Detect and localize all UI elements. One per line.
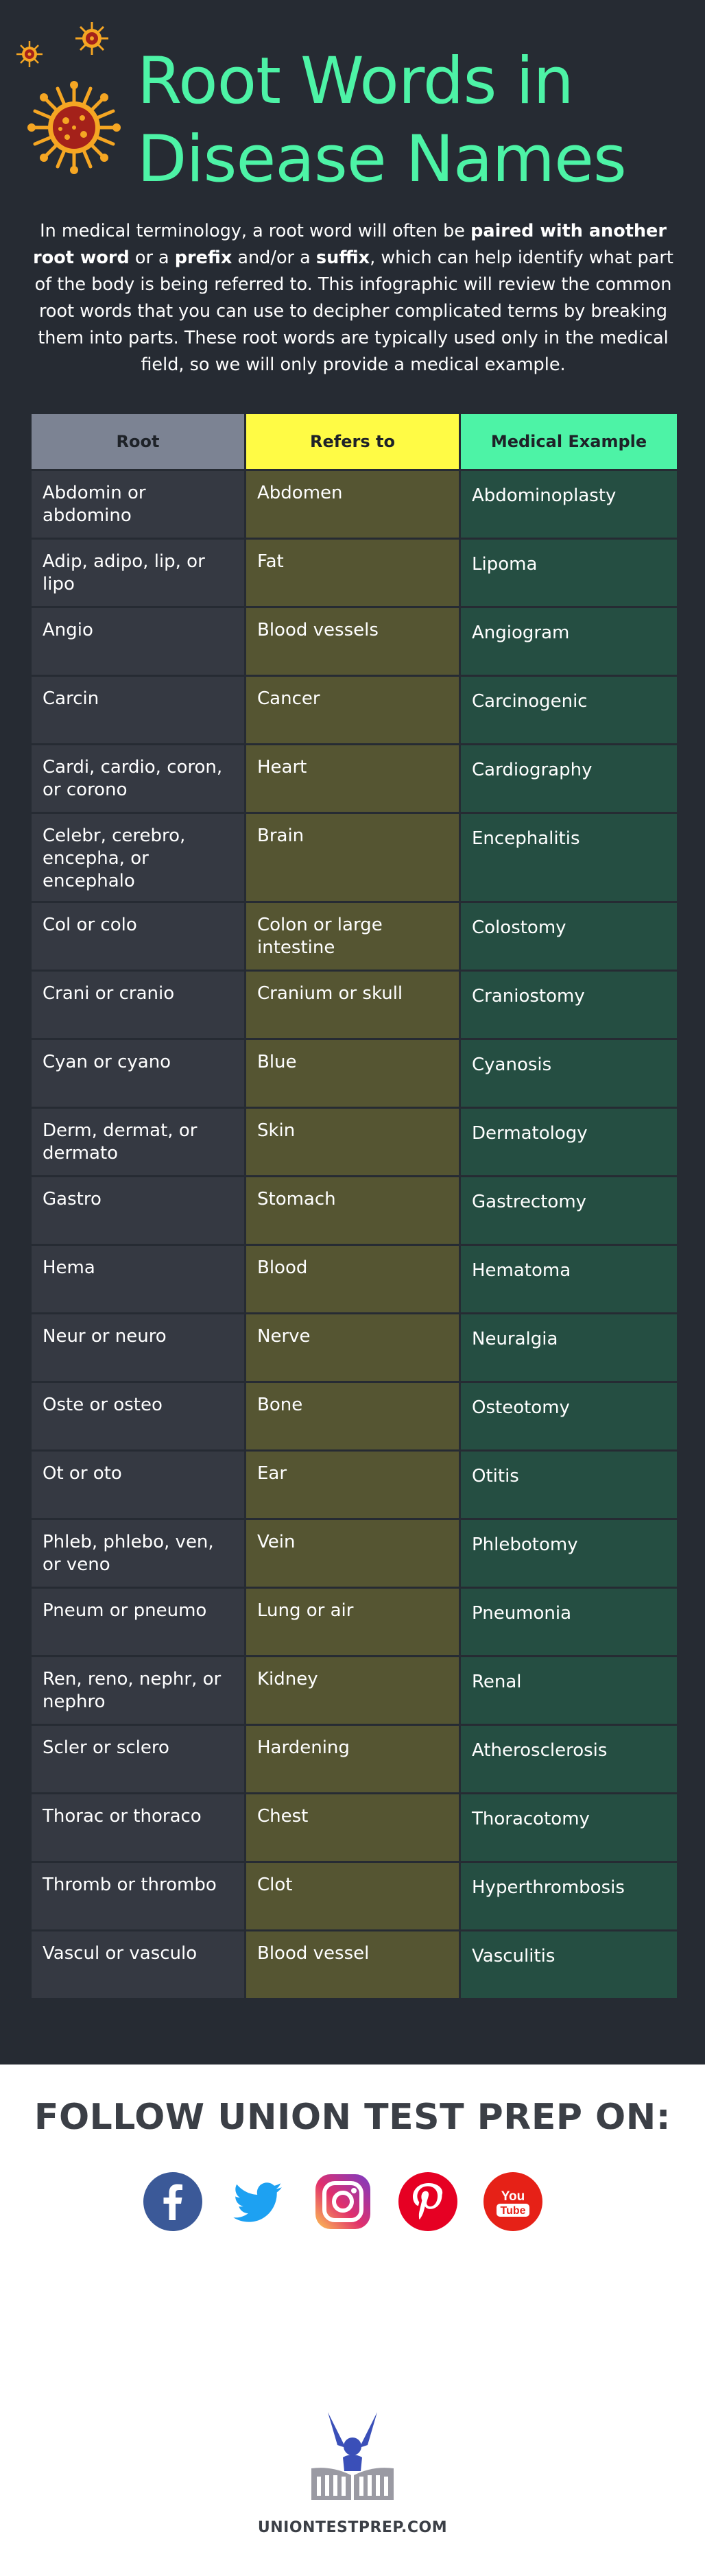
virus-icon-small-2 (74, 21, 110, 56)
refers-to-cell: Blue (244, 1040, 459, 1107)
table-row (32, 901, 677, 970)
table-row (32, 743, 677, 812)
youtube-label-tube: Tube (500, 2205, 526, 2217)
intro-text-3: and/or a (232, 248, 316, 268)
table-row (32, 1381, 677, 1449)
refers-to-cell: Stomach (244, 1177, 459, 1244)
pinterest-icon (398, 2172, 457, 2231)
table-row (32, 1929, 677, 1998)
intro-bold-3: suffix (315, 248, 370, 268)
refers-to-cell: Kidney (244, 1657, 459, 1724)
twitter-button[interactable] (228, 2172, 287, 2231)
refers-to-cell: Vein (244, 1520, 459, 1587)
medical-example-cell: Carcinogenic (459, 677, 677, 743)
refers-to-cell: Lung or air (244, 1589, 459, 1655)
refers-to-cell: Clot (244, 1863, 459, 1929)
medical-example-cell: Renal (459, 1657, 677, 1724)
root-cell: Derm, dermat, or dermato (32, 1109, 244, 1175)
medical-example-cell: Neuralgia (459, 1314, 677, 1381)
intro-text-1: In medical terminology, a root word will often be (40, 221, 471, 241)
medical-example-cell: Otitis (459, 1452, 677, 1518)
header-refers-to: Refers to (244, 414, 459, 469)
root-cell: Celebr, cerebro, encepha, or encephalo (32, 814, 244, 901)
table-row (32, 812, 677, 901)
table-row (32, 1724, 677, 1792)
table-row (32, 606, 677, 675)
intro-bold-1: paired with another root word (33, 221, 667, 268)
root-cell: Phleb, phlebo, ven, or veno (32, 1520, 244, 1587)
instagram-icon (313, 2172, 372, 2231)
table-row (32, 970, 677, 1038)
refers-to-cell: Heart (244, 745, 459, 812)
medical-example-cell: Atherosclerosis (459, 1726, 677, 1792)
root-cell: Cyan or cyano (32, 1040, 244, 1107)
youtube-button[interactable] (483, 2172, 542, 2231)
root-cell: Pneum or pneumo (32, 1589, 244, 1655)
virus-icon-small-1 (15, 40, 44, 69)
follow-heading: FOLLOW UNION TEST PREP ON: (34, 2097, 671, 2138)
table-row (32, 469, 677, 538)
table-header (32, 414, 677, 469)
refers-to-cell: Bone (244, 1383, 459, 1449)
title-line-2: Disease Names (137, 122, 626, 197)
table-row (32, 1175, 677, 1244)
medical-example-cell: Abdominoplasty (459, 471, 677, 538)
refers-to-cell: Cranium or skull (244, 972, 459, 1038)
instagram-button[interactable] (313, 2172, 372, 2231)
root-cell: Vascul or vasculo (32, 1931, 244, 1998)
medical-example-cell: Vasculitis (459, 1931, 677, 1998)
table-row (32, 1518, 677, 1587)
root-cell: Thorac or thoraco (32, 1794, 244, 1861)
union-test-prep-logo[interactable] (298, 2400, 407, 2509)
root-cell: Abdomin or abdomino (32, 471, 244, 538)
table-row (32, 538, 677, 606)
medical-example-cell: Lipoma (459, 540, 677, 606)
intro-bold-2: prefix (174, 248, 232, 268)
root-cell: Oste or osteo (32, 1383, 244, 1449)
medical-example-cell: Hyperthrombosis (459, 1863, 677, 1929)
refers-to-cell: Brain (244, 814, 459, 901)
medical-example-cell: Osteotomy (459, 1383, 677, 1449)
root-cell: Col or colo (32, 903, 244, 970)
medical-example-cell: Thoracotomy (459, 1794, 677, 1861)
page-title (137, 43, 686, 199)
refers-to-cell: Blood (244, 1246, 459, 1312)
root-cell: Ren, reno, nephr, or nephro (32, 1657, 244, 1724)
refers-to-cell: Fat (244, 540, 459, 606)
medical-example-cell: Phlebotomy (459, 1520, 677, 1587)
refers-to-cell: Colon or large intestine (244, 903, 459, 970)
table-row (32, 1587, 677, 1655)
root-cell: Adip, adipo, lip, or lipo (32, 540, 244, 606)
intro-paragraph (27, 218, 679, 378)
medical-example-cell: Angiogram (459, 608, 677, 675)
refers-to-cell: Ear (244, 1452, 459, 1518)
medical-example-cell: Craniostomy (459, 972, 677, 1038)
root-cell: Thromb or thrombo (32, 1863, 244, 1929)
medical-example-cell: Colostomy (459, 903, 677, 970)
refers-to-cell: Abdomen (244, 471, 459, 538)
intro-text-2: or a (129, 248, 175, 268)
virus-icon-large (27, 81, 121, 174)
table-row (32, 1107, 677, 1175)
root-cell: Ot or oto (32, 1452, 244, 1518)
table-row (32, 1312, 677, 1381)
table-row (32, 1792, 677, 1861)
title-line-1: Root Words in (137, 44, 574, 119)
medical-example-cell: Encephalitis (459, 814, 677, 901)
refers-to-cell: Nerve (244, 1314, 459, 1381)
table-row (32, 1038, 677, 1107)
table-row (32, 1449, 677, 1518)
table-body (32, 469, 677, 1998)
medical-example-cell: Cyanosis (459, 1040, 677, 1107)
twitter-icon (228, 2172, 287, 2231)
medical-example-cell: Dermatology (459, 1109, 677, 1175)
medical-example-cell: Gastrectomy (459, 1177, 677, 1244)
medical-example-cell: Hematoma (459, 1246, 677, 1312)
youtube-icon (483, 2172, 542, 2231)
pinterest-button[interactable] (398, 2172, 457, 2231)
medical-example-cell: Pneumonia (459, 1589, 677, 1655)
table-row (32, 1861, 677, 1929)
facebook-icon (143, 2172, 202, 2231)
refers-to-cell: Chest (244, 1794, 459, 1861)
table-row (32, 675, 677, 743)
root-cell: Cardi, cardio, coron, or corono (32, 745, 244, 812)
refers-to-cell: Blood vessel (244, 1931, 459, 1998)
root-cell: Gastro (32, 1177, 244, 1244)
root-cell: Angio (32, 608, 244, 675)
youtube-label-you: You (501, 2189, 525, 2204)
footer-site-url[interactable]: UNIONTESTPREP.COM (257, 2519, 448, 2536)
root-cell: Crani or cranio (32, 972, 244, 1038)
refers-to-cell: Hardening (244, 1726, 459, 1792)
intro-text-4: , which can help identify what part of the body is being referred to. This infographic will review the common root words that you can use to decipher complicated terms by breaking them into parts. These root words are typically used only in the medical field, so we will only provide a medical example. (34, 248, 673, 375)
medical-example-cell: Cardiography (459, 745, 677, 812)
root-cell: Hema (32, 1246, 244, 1312)
table-row (32, 1244, 677, 1312)
root-cell: Carcin (32, 677, 244, 743)
table-row (32, 1655, 677, 1724)
header-medical-example: Medical Example (459, 414, 677, 469)
header-root: Root (32, 414, 244, 469)
refers-to-cell: Cancer (244, 677, 459, 743)
facebook-button[interactable] (143, 2172, 202, 2231)
refers-to-cell: Skin (244, 1109, 459, 1175)
root-words-table (32, 414, 677, 1998)
root-cell: Neur or neuro (32, 1314, 244, 1381)
root-cell: Scler or sclero (32, 1726, 244, 1792)
refers-to-cell: Blood vessels (244, 608, 459, 675)
